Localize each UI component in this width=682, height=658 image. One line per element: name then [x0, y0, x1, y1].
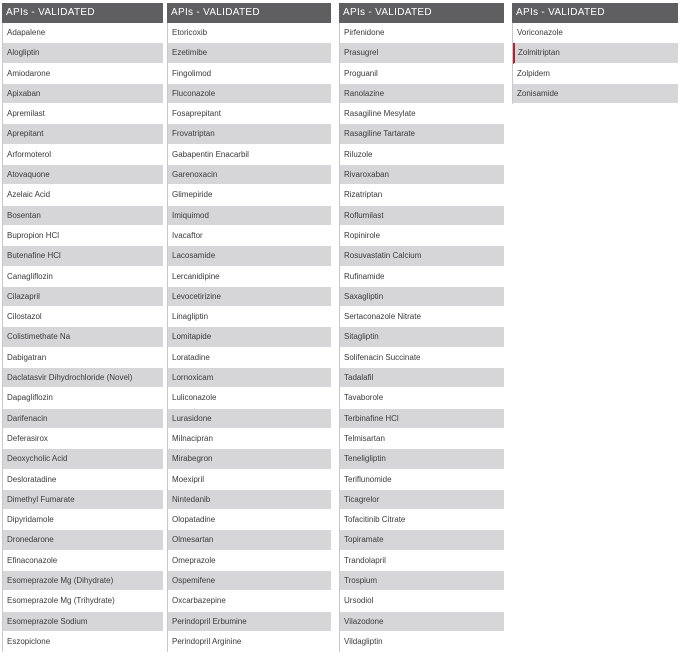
api-list-item: Solifenacin Succinate	[340, 348, 504, 368]
api-list-item: Tadalafil	[340, 368, 504, 388]
api-list-item: Perindopril Erbumine	[168, 612, 331, 632]
api-list-item: Teriflunomide	[340, 470, 504, 490]
api-list-item: Nintedanib	[168, 490, 331, 510]
api-list-item: Roflumilast	[340, 206, 504, 226]
api-list-item: Olopatadine	[168, 510, 331, 530]
api-list-item: Rizatriptan	[340, 185, 504, 205]
api-list-item: Dimethyl Fumarate	[3, 490, 163, 510]
api-list-item: Cilazapril	[3, 287, 163, 307]
api-list-item: Terbinafine HCl	[340, 409, 504, 429]
api-list-item: Bupropion HCl	[3, 226, 163, 246]
api-list-item: Eszopiclone	[3, 632, 163, 652]
api-list-item: Sertaconazole Nitrate	[340, 307, 504, 327]
api-list-item: Oxcarbazepine	[168, 591, 331, 611]
api-list-item: Colistimethate Na	[3, 327, 163, 347]
api-list-item: Ropinirole	[340, 226, 504, 246]
api-list-item: Perindopril Arginine	[168, 632, 331, 652]
api-list-item: Azelaic Acid	[3, 185, 163, 205]
api-list-item: Fingolimod	[168, 64, 331, 84]
api-list-item: Dipyridamole	[3, 510, 163, 530]
api-list	[339, 23, 504, 652]
column-header: APIs - VALIDATED	[512, 3, 678, 23]
api-list-item: Telmisartan	[340, 429, 504, 449]
api-list-item: Riluzole	[340, 145, 504, 165]
column-header: APIs - VALIDATED	[2, 3, 163, 23]
api-list	[167, 23, 331, 652]
api-list-item: Apremilast	[3, 104, 163, 124]
api-list-item: Milnacipran	[168, 429, 331, 449]
api-list-item: Tavaborole	[340, 388, 504, 408]
api-list-item: Rufinamide	[340, 267, 504, 287]
api-list-item: Fosaprepitant	[168, 104, 331, 124]
api-list-item: Gabapentin Enacarbil	[168, 145, 331, 165]
api-list-item: Omeprazole	[168, 551, 331, 571]
api-list-item: Loratadine	[168, 348, 331, 368]
api-list-item: Zonisamide	[513, 84, 678, 104]
api-list-item: Butenafine HCl	[3, 246, 163, 266]
api-list-item: Rasagiline Mesylate	[340, 104, 504, 124]
api-list-item: Voriconazole	[513, 23, 678, 43]
api-list-item: Mirabegron	[168, 449, 331, 469]
api-list-item: Aprepitant	[3, 124, 163, 144]
api-list-item: Adapalene	[3, 23, 163, 43]
api-list-item: Vilazodone	[340, 612, 504, 632]
api-list-item: Esomeprazole Mg (Trihydrate)	[3, 591, 163, 611]
api-list-item: Olmesartan	[168, 530, 331, 550]
api-list-item: Cilostazol	[3, 307, 163, 327]
api-list-item: Rivaroxaban	[340, 165, 504, 185]
column-header: APIs - VALIDATED	[339, 3, 504, 23]
api-list-item: Deferasirox	[3, 429, 163, 449]
api-list-item: Garenoxacin	[168, 165, 331, 185]
api-list-item: Arformoterol	[3, 145, 163, 165]
api-column-2	[167, 3, 331, 652]
api-list-item: Frovatriptan	[168, 124, 331, 144]
api-list-item: Rosuvastatin Calcium	[340, 246, 504, 266]
api-list-item: Saxagliptin	[340, 287, 504, 307]
api-list-item: Canagliflozin	[3, 267, 163, 287]
api-column-3	[339, 3, 504, 652]
api-list-item: Ezetimibe	[168, 43, 331, 63]
api-list-item: Luliconazole	[168, 388, 331, 408]
api-list-item: Vildagliptin	[340, 632, 504, 652]
api-list	[512, 23, 678, 104]
api-list-item: Trandolapril	[340, 551, 504, 571]
api-list-item: Proguanil	[340, 64, 504, 84]
api-list-item: Pirfenidone	[340, 23, 504, 43]
api-list-item: Moexipril	[168, 470, 331, 490]
api-list	[2, 23, 163, 652]
api-list-item: Glimepiride	[168, 185, 331, 205]
api-column-1	[2, 3, 163, 652]
api-list-item: Deoxycholic Acid	[3, 449, 163, 469]
api-list-item: Dapagliflozin	[3, 388, 163, 408]
api-list-item: Ospemifene	[168, 571, 331, 591]
api-list-item: Teneligliptin	[340, 449, 504, 469]
api-list-item: Lomitapide	[168, 327, 331, 347]
api-list-item: Desloratadine	[3, 470, 163, 490]
api-list-item: Dronedarone	[3, 530, 163, 550]
api-list-item: Tofacitinib Citrate	[340, 510, 504, 530]
api-list-item: Prasugrel	[340, 43, 504, 63]
api-list-item: Lornoxicam	[168, 368, 331, 388]
api-list-item: Rasagiline Tartarate	[340, 124, 504, 144]
api-list-item: Esomeprazole Mg (Dihydrate)	[3, 571, 163, 591]
api-list-item: Esomeprazole Sodium	[3, 612, 163, 632]
api-list-item: Efinaconazole	[3, 551, 163, 571]
column-header: APIs - VALIDATED	[167, 3, 331, 23]
api-list-item: Lacosamide	[168, 246, 331, 266]
api-list-item: Lurasidone	[168, 409, 331, 429]
api-list-item: Fluconazole	[168, 84, 331, 104]
api-list-item: Levocetirizine	[168, 287, 331, 307]
api-list-item: Atovaquone	[3, 165, 163, 185]
api-list-item: Ticagrelor	[340, 490, 504, 510]
api-list-item: Linagliptin	[168, 307, 331, 327]
api-list-item: Apixaban	[3, 84, 163, 104]
api-list-item: Dabigatran	[3, 348, 163, 368]
api-list-item: Daclatasvir Dihydrochloride (Novel)	[3, 368, 163, 388]
api-list-item: Lercanidipine	[168, 267, 331, 287]
api-list-item: Alogliptin	[3, 43, 163, 63]
api-list-item: Sitagliptin	[340, 327, 504, 347]
api-column-4	[512, 3, 678, 104]
api-list-item: Zolpidem	[513, 64, 678, 84]
api-list-item: Trospium	[340, 571, 504, 591]
api-list-item: Imiquimod	[168, 206, 331, 226]
api-list-item: Zolmitriptan	[513, 43, 678, 63]
api-list-item: Bosentan	[3, 206, 163, 226]
api-list-item: Ursodiol	[340, 591, 504, 611]
api-list-item: Ivacaftor	[168, 226, 331, 246]
api-list-item: Ranolazine	[340, 84, 504, 104]
api-list-item: Topiramate	[340, 530, 504, 550]
api-list-item: Etoricoxib	[168, 23, 331, 43]
api-list-item: Amiodarone	[3, 64, 163, 84]
api-list-item: Darifenacin	[3, 409, 163, 429]
